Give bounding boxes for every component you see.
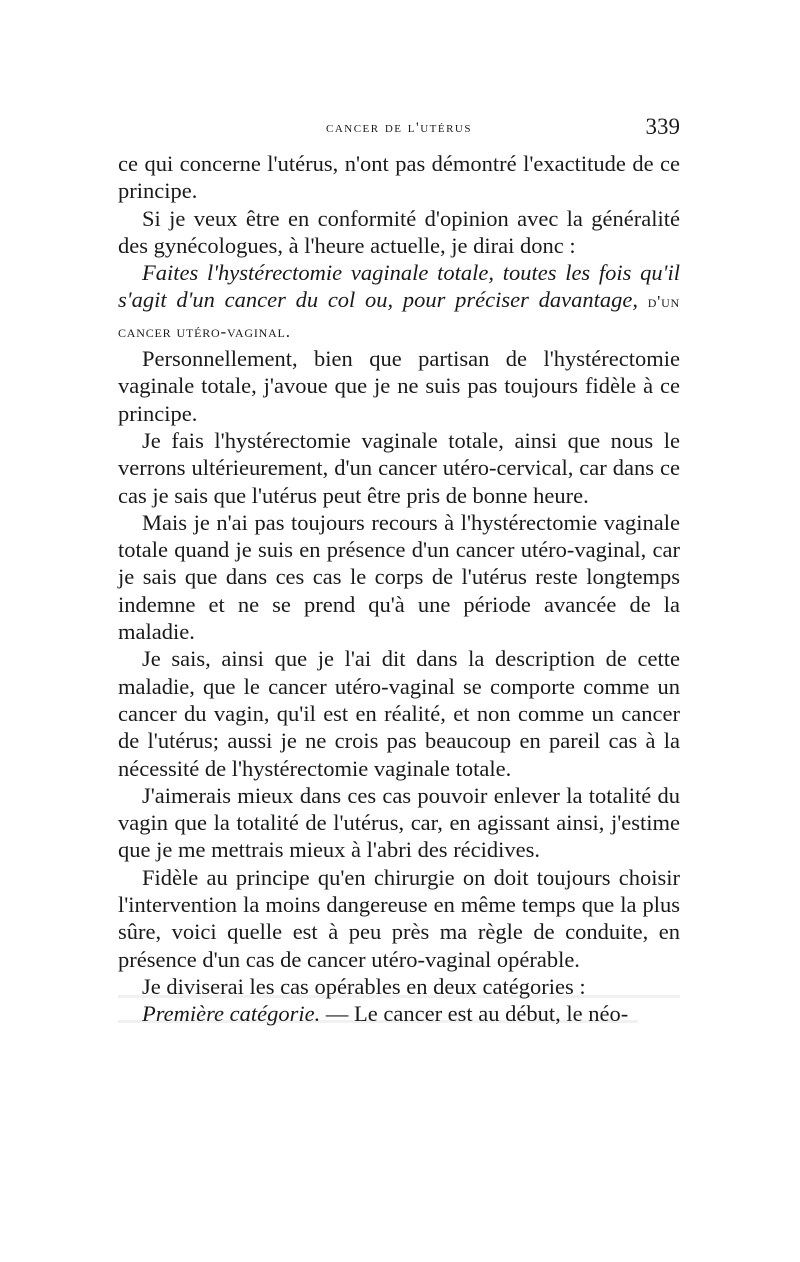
- paragraph-8: J'aimerais mieux dans ces cas pouvoir enlever la totalité du vagin que la totalité de l'utérus, car, en agissant ainsi, j'estime que je me mettrais mieux à l'abri des récidives.: [118, 782, 680, 863]
- paragraph-4: Personnellement, bien que partisan de l'hystérectomie vaginale totale, j'avoue que je ne suis pas toujours fidèle à ce principe.: [118, 346, 680, 426]
- paragraph-5: Je fais l'hystérectomie vaginale totale, ainsi que nous le verrons ultérieurement, d'un cancer utéro-cervical, car dans ce cas je sais que l'utérus peut être pris de bonne heure.: [118, 427, 680, 508]
- paragraph-3: [118, 259, 680, 345]
- running-title: cancer de l'utérus: [326, 120, 472, 136]
- paragraph-10: Je diviserai les cas opérables en deux catégories :: [142, 973, 586, 999]
- italic-rule: Faites l'hystérectomie vaginale totale, toutes les fois qu'il s'agit d'un cancer du col ou, pour préciser davantage,: [118, 260, 680, 313]
- paragraph-11: [118, 1000, 680, 1027]
- running-head: [118, 114, 680, 144]
- category-text: — Le cancer est au début, le néo-: [320, 1001, 629, 1027]
- paragraph-9: Fidèle au principe qu'en chirurgie on doit toujours choisir l'intervention la moins dangereuse en même temps que la plus sûre, voici quelle est à peu près ma règle de conduite, en présence d'un cas de cancer utéro-vaginal opérable.: [118, 864, 680, 972]
- smallcaps-rule: d'un cancer utéro-vaginal.: [118, 292, 681, 341]
- paragraph-6: Mais je n'ai pas toujours recours à l'hystérectomie vaginale totale quand je suis en présence d'un cancer utéro-vaginal, car je sais que dans ces cas le corps de l'utérus reste longtemps indemne et ne se prend qu'à une période avancée de la maladie.: [118, 509, 680, 645]
- category-heading: Première catégorie.: [142, 1001, 321, 1027]
- paragraph-7: Je sais, ainsi que je l'ai dit dans la description de cette maladie, que le cancer utéro-vaginal se comporte comme un cancer du vagin, qu'il est en réalité, et non comme un cancer de l'utérus; aussi je ne crois pas beaucoup en pareil cas à la nécessité de l'hystérectomie vaginale totale.: [118, 646, 680, 781]
- paragraph-2: Si je veux être en conformité d'opinion avec la généralité des gynécologues, à l'heure actuelle, je dirai donc :: [118, 205, 680, 258]
- page-number: 339: [645, 114, 680, 139]
- body-text: [118, 150, 680, 1028]
- paragraph-1: ce qui concerne l'utérus, n'ont pas démontré l'exactitude de ce principe.: [118, 151, 680, 204]
